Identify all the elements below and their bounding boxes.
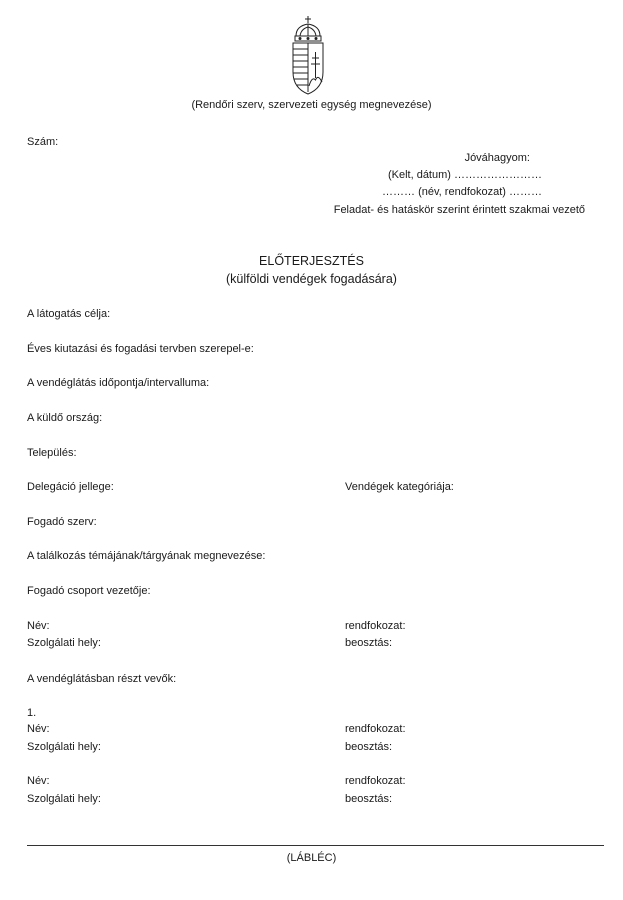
participant-2-rank-label: rendfokozat: [345, 775, 406, 787]
field-host-body-label: Fogadó szerv: [27, 516, 97, 528]
field-host-group-leader-label: Fogadó csoport vezetője: [27, 585, 151, 597]
leader-position-label: beosztás: [345, 637, 393, 649]
participant-1-name-label: Név: [27, 723, 50, 735]
field-purpose-label: A látogatás célja: [27, 308, 111, 320]
document-title: ELŐTERJESZTÉS [259, 254, 364, 268]
field-guest-category-label: Vendégek kategóriája: [345, 481, 454, 493]
field-sending-country-label: A küldő ország: [27, 412, 103, 424]
coat-of-arms-icon [287, 14, 329, 100]
document-subtitle: (külföldi vendégek fogadására) [226, 272, 397, 286]
participant-2-position-label: beosztás: [345, 793, 393, 805]
leader-service-label: Szolgálati hely: [27, 637, 101, 649]
participants-heading: A vendéglátásban részt vevők: [27, 673, 177, 685]
field-meeting-topic-label: A találkozás témájának/tárgyának megnevezése: [27, 550, 266, 562]
approval-title: Jóváhagyom: [464, 152, 530, 164]
participant-2-name-label: Név: [27, 775, 50, 787]
participant-2-service-label: Szolgálati hely: [27, 793, 101, 805]
approval-date-line: (Kelt, dátum) …………………… [387, 169, 542, 181]
participant-1-rank-label: rendfokozat: [345, 723, 406, 735]
approval-role-line: Feladat- és hatáskör szerint érintett szakmai vezető [333, 204, 585, 216]
participant-number: 1. [27, 707, 37, 719]
participant-1-position-label: beosztás: [345, 741, 393, 753]
approval-name-line: ……… (név, rendfokozat) ……… [382, 186, 542, 198]
leader-name-label: Név: [27, 620, 50, 632]
field-settlement-label: Település: [27, 447, 77, 459]
field-time-interval-label: A vendéglátás időpontja/intervalluma: [27, 377, 210, 389]
field-delegation-type-label: Delegáció jellege: [27, 481, 114, 493]
participant-1-service-label: Szolgálati hely: [27, 741, 101, 753]
field-annual-plan-label: Éves kiutazási és fogadási tervben szerepel-e: [27, 343, 254, 355]
footer-label: (LÁBLÉC) [286, 852, 337, 864]
number-label: Szám: [27, 136, 59, 148]
footer-divider [27, 845, 604, 846]
organization-name: (Rendőri szerv, szervezeti egység megnevezése) [191, 99, 432, 111]
leader-rank-label: rendfokozat: [345, 620, 406, 632]
